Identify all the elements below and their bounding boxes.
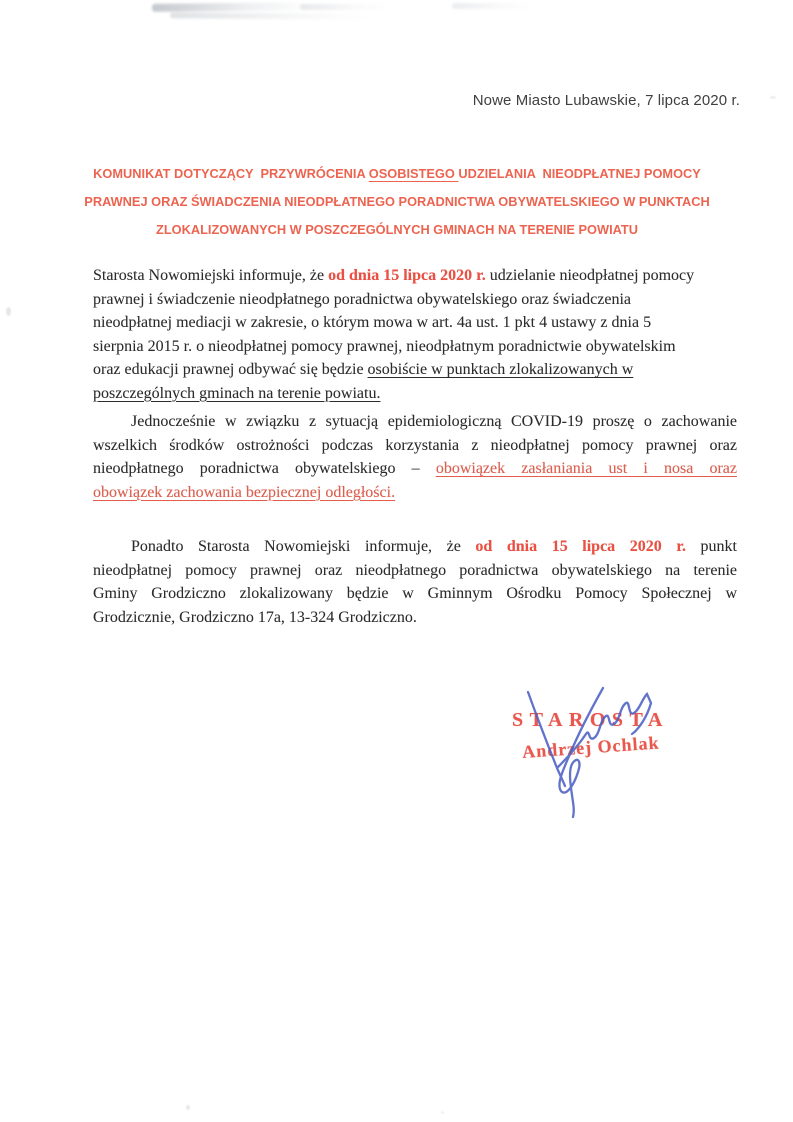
text-segment: KOMUNIKAT DOTYCZĄCY PRZYWRÓCENIA [93, 166, 369, 181]
stamp-name: Andrzej Ochlak [521, 732, 661, 763]
text-segment: od dnia 15 lipca 2020 r. [475, 538, 686, 555]
text-segment: wszelkich środków ostrożności podczas korzystania z nieodpłatnej pomocy prawnej oraz [93, 436, 737, 454]
text-segment: Grodzicznie, Grodziczno 17a, 13-324 Grodziczno. [93, 608, 417, 626]
document-title [72, 160, 722, 244]
text-line [93, 535, 737, 559]
text-segment: punkt [685, 538, 737, 555]
text-segment: Starosta Nowomiejski informuje, że [93, 267, 329, 284]
scan-artifact [6, 307, 11, 316]
text-segment: osobiście w punktach zlokalizowanych w [367, 361, 634, 378]
scan-artifact [441, 1111, 444, 1114]
paragraph [93, 535, 737, 629]
text-line [93, 288, 737, 312]
scan-artifact [170, 12, 370, 19]
scan-artifact [186, 1105, 190, 1110]
text-segment: nieodpłatnego poradnictwa obywatelskiego – [93, 460, 436, 477]
text-line [93, 358, 737, 382]
paragraph [93, 410, 737, 504]
text-segment: oraz edukacji prawnej odbywać się będzie [93, 361, 368, 378]
text-segment: Ponadto Starosta Nowomiejski informuje, że [131, 538, 476, 555]
text-segment: nieodpłatnej mediacji w zakresie, o którym mowa w art. 4a ust. 1 pkt 4 ustawy z dnia 5 [93, 314, 652, 331]
document-date: Nowe Miasto Lubawskie, 7 lipca 2020 r. [472, 92, 740, 109]
paragraph [93, 264, 737, 405]
text-segment: nieodpłatnej pomocy prawnej oraz nieodpłatnego poradnictwa obywatelskiego na terenie [93, 561, 737, 579]
text-segment: poszczególnych gminach na terenie powiatu. [93, 384, 381, 402]
text-segment: UDZIELANIA NIEODPŁATNEJ POMOCY [458, 166, 701, 181]
text-line [93, 582, 737, 606]
scan-artifact [300, 4, 390, 10]
text-segment: Gminy Grodziczno zlokalizowany będzie w Gminnym Ośrodku Pomocy Społecznej w [93, 585, 737, 602]
text-line [93, 559, 737, 583]
signature-block [495, 662, 710, 820]
text-segment: obowiązek zachowania bezpiecznej odległości. [93, 483, 396, 501]
text-segment: sierpnia 2015 r. o nieodpłatnej pomocy prawnej, nieodpłatnym poradnictwie obywatelskim [93, 337, 676, 355]
signature-strokes [528, 688, 651, 817]
stamp-title: STAROSTA [512, 709, 669, 731]
text-segment: Jednocześnie w związku z sytuacją epidemiologiczną COVID-19 proszę o zachowanie [131, 413, 737, 430]
heading-line [72, 188, 722, 216]
document-body [93, 264, 737, 629]
text-line [93, 311, 737, 335]
text-line [93, 434, 737, 458]
text-segment: od dnia 15 lipca 2020 r. [328, 267, 486, 284]
scan-artifact [452, 3, 532, 9]
heading-line [72, 216, 722, 244]
text-line [93, 335, 737, 359]
text-line [93, 606, 737, 630]
text-line [93, 264, 737, 288]
text-line [93, 457, 737, 481]
text-segment: PRAWNEJ ORAZ ŚWIADCZENIA NIEODPŁATNEGO PORADNICTWA OBYWATELSKIEGO W PUNKTACH [84, 194, 710, 209]
text-line [93, 410, 737, 434]
scan-artifact [770, 96, 776, 99]
text-line [93, 481, 737, 505]
handwritten-signature-icon [495, 662, 710, 820]
text-segment: obowiązek zasłaniania ust i nosa oraz [435, 460, 737, 477]
heading-line [72, 160, 722, 188]
text-segment: OSOBISTEGO [368, 166, 459, 181]
text-segment: udzielanie nieodpłatnej pomocy [485, 267, 695, 284]
text-segment: prawnej i świadczenie nieodpłatnego poradnictwa obywatelskiego oraz świadczenia [93, 290, 632, 308]
text-segment: ZLOKALIZOWANYCH W POSZCZEGÓLNYCH GMINACH NA TERENIE POWIATU [156, 222, 638, 237]
scan-artifact [152, 2, 312, 12]
text-line [93, 382, 737, 406]
